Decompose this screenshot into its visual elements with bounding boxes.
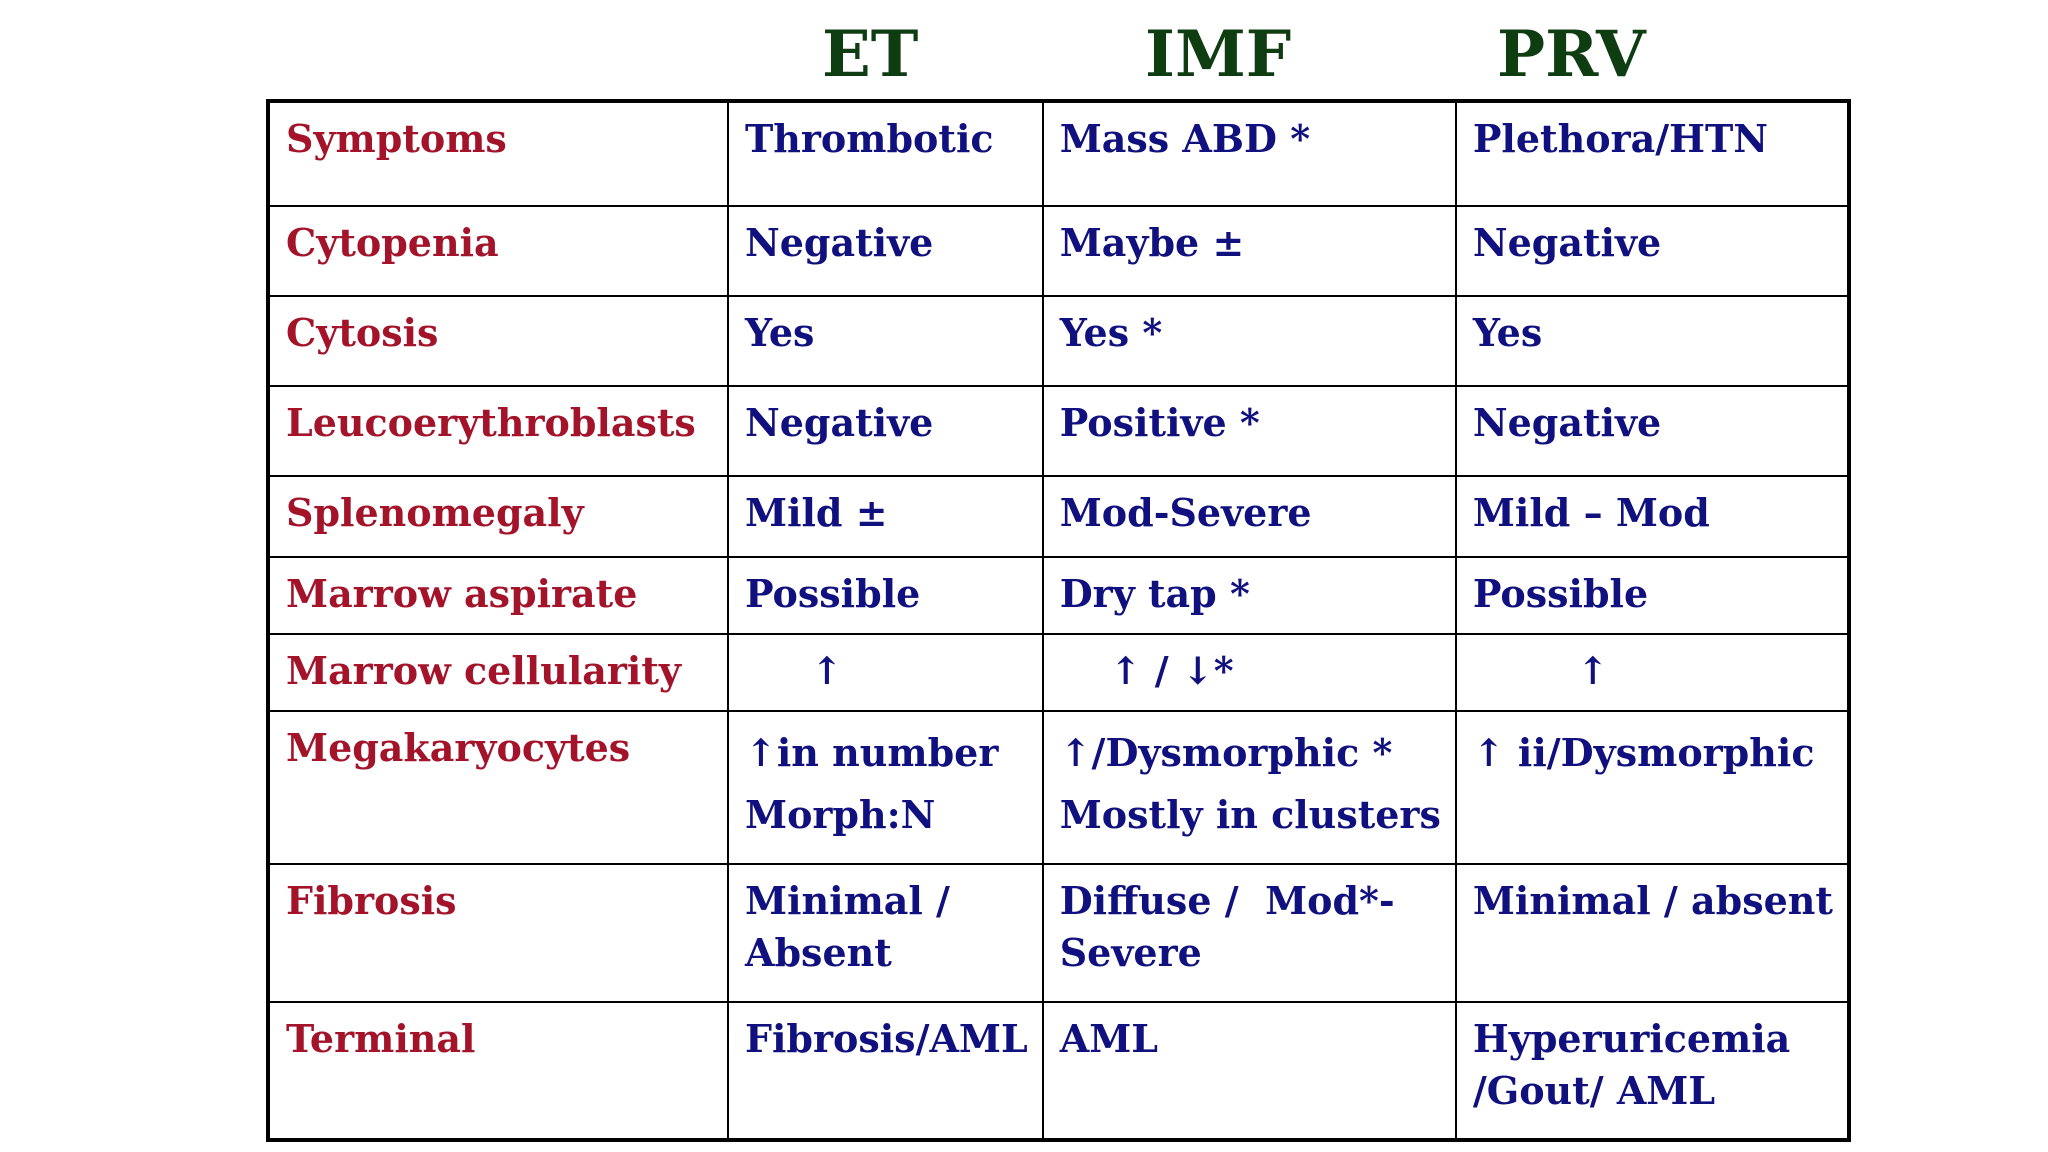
table-row-leucoerythroblasts <box>268 386 1849 476</box>
cell-text: Yes * <box>1059 310 1163 355</box>
cell-text: Mild – Mod <box>1472 490 1710 535</box>
cell-et <box>728 101 1043 206</box>
table-row-cytopenia <box>268 206 1849 296</box>
cell-imf <box>1043 711 1456 864</box>
table-row-marrow-cellularity <box>268 634 1849 711</box>
row-label: Leucoerythroblasts <box>268 386 728 476</box>
cell-text: Negative <box>745 400 934 445</box>
cell-text: Minimal / <box>745 878 950 923</box>
column-header-et: ET <box>822 17 919 92</box>
cell-text: Mass ABD * <box>1059 116 1311 161</box>
cell-imf <box>1043 386 1456 476</box>
cell-imf <box>1043 101 1456 206</box>
cell-text: Mostly in clusters <box>1059 792 1441 837</box>
row-label: Megakaryocytes <box>268 711 728 864</box>
cell-text: Maybe ± <box>1059 220 1245 265</box>
table-row-fibrosis <box>268 864 1849 1002</box>
cell-text: Negative <box>745 220 934 265</box>
cell-text: Mild ± <box>745 490 888 535</box>
cell-prv <box>1456 206 1849 296</box>
cell-text: Hyperuricemia <box>1472 1016 1791 1061</box>
cell-imf <box>1043 296 1456 386</box>
cell-imf <box>1043 476 1456 557</box>
cell-text: Minimal / absent <box>1472 878 1833 923</box>
cell-prv <box>1456 296 1849 386</box>
cell-et <box>728 1002 1043 1140</box>
cell-text: Diffuse / Mod*- <box>1059 878 1395 923</box>
cell-text: ↑in number <box>745 730 999 775</box>
cell-text: /Gout/ AML <box>1472 1068 1716 1113</box>
row-label: Cytosis <box>268 296 728 386</box>
cell-prv <box>1456 634 1849 711</box>
cell-text: Possible <box>745 571 921 616</box>
cell-imf <box>1043 864 1456 1002</box>
cell-text: Mod-Severe <box>1059 490 1312 535</box>
table-row-symptoms <box>268 101 1849 206</box>
cell-prv <box>1456 864 1849 1002</box>
cell-text: Negative <box>1472 400 1662 445</box>
cell-text: Absent <box>745 930 892 975</box>
cell-text: ↑/Dysmorphic * <box>1059 730 1393 775</box>
table-row-cytosis <box>268 296 1849 386</box>
cell-imf <box>1043 557 1456 634</box>
cell-et <box>728 557 1043 634</box>
cell-text: Yes <box>745 310 815 355</box>
cell-text: Severe <box>1059 930 1202 975</box>
cell-text: Positive * <box>1059 400 1260 445</box>
row-label: Symptoms <box>268 101 728 206</box>
cell-et <box>728 864 1043 1002</box>
cell-et <box>728 206 1043 296</box>
cell-prv <box>1456 386 1849 476</box>
cell-imf <box>1043 1002 1456 1140</box>
row-label: Splenomegaly <box>268 476 728 557</box>
cell-text: Fibrosis/AML <box>745 1016 1028 1061</box>
cell-text: Possible <box>1472 571 1649 616</box>
cell-prv <box>1456 476 1849 557</box>
table-row-terminal <box>268 1002 1849 1140</box>
row-label: Marrow aspirate <box>268 557 728 634</box>
cell-imf <box>1043 206 1456 296</box>
cell-text: AML <box>1059 1016 1158 1061</box>
cell-text: Morph:N <box>745 792 936 837</box>
table-row-marrow-aspirate <box>268 557 1849 634</box>
column-header-prv: PRV <box>1497 17 1646 92</box>
up-down-arrow-icon: ↑ / ↓* <box>1109 648 1234 693</box>
cell-imf <box>1043 634 1456 711</box>
cell-et <box>728 711 1043 864</box>
cell-text: ↑ ii/Dysmorphic <box>1472 730 1815 775</box>
row-label: Cytopenia <box>268 206 728 296</box>
table-row-splenomegaly <box>268 476 1849 557</box>
row-label: Terminal <box>268 1002 728 1140</box>
cell-prv <box>1456 557 1849 634</box>
cell-text: Negative <box>1472 220 1662 265</box>
row-label: Marrow cellularity <box>268 634 728 711</box>
cell-et <box>728 296 1043 386</box>
row-label: Fibrosis <box>268 864 728 1002</box>
cell-text: Plethora/HTN <box>1472 116 1769 161</box>
cell-et <box>728 386 1043 476</box>
comparison-table <box>266 99 1851 1142</box>
cell-et <box>728 476 1043 557</box>
column-header-imf: IMF <box>1145 17 1292 92</box>
cell-text: Dry tap * <box>1059 571 1250 616</box>
table-row-megakaryocytes <box>268 711 1849 864</box>
cell-et <box>728 634 1043 711</box>
cell-prv <box>1456 711 1849 864</box>
up-arrow-icon: ↑ <box>1576 648 1609 693</box>
up-arrow-icon: ↑ <box>811 648 843 693</box>
cell-prv <box>1456 1002 1849 1140</box>
cell-text: Thrombotic <box>745 116 994 161</box>
cell-text: Yes <box>1472 310 1543 355</box>
cell-prv <box>1456 101 1849 206</box>
